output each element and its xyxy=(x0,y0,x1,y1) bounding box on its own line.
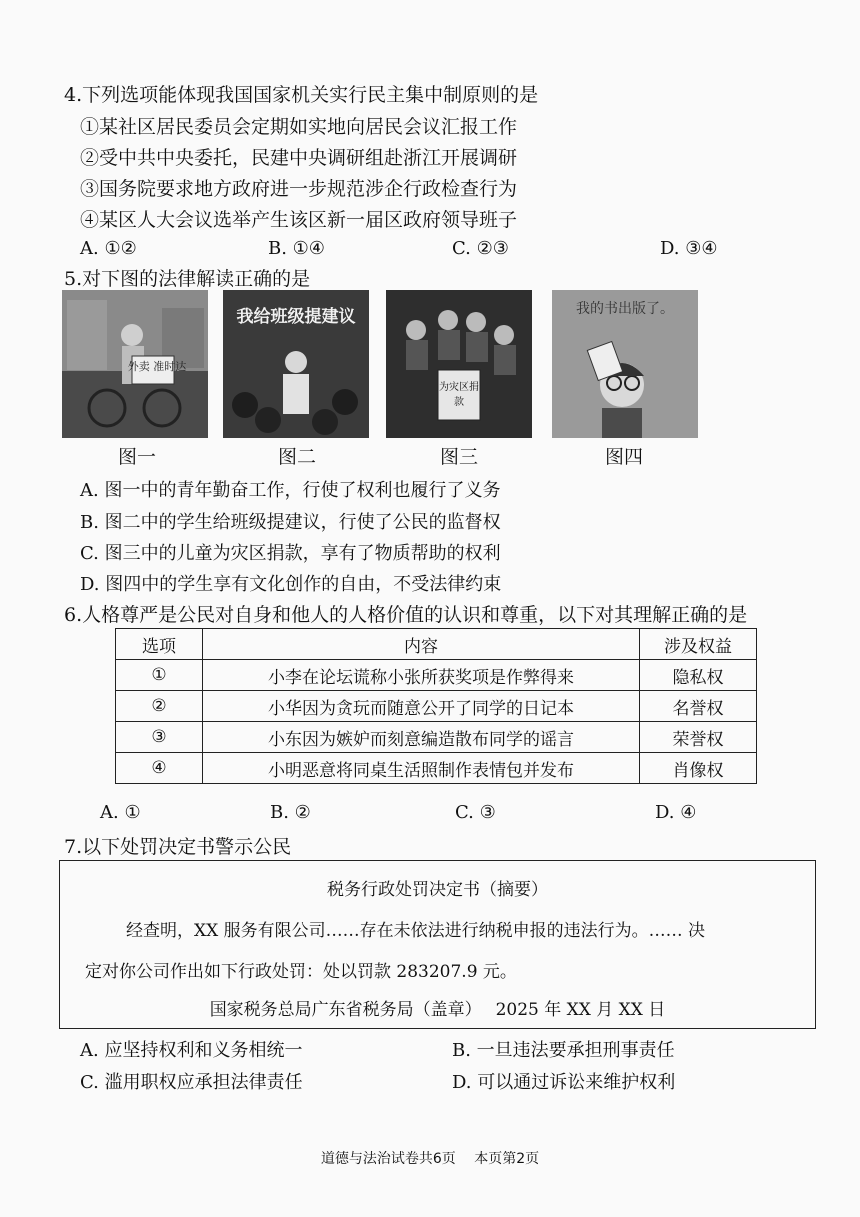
table-row xyxy=(116,722,757,753)
row-rights: 荣誉权 xyxy=(640,722,757,753)
q6-option-c: C. ③ xyxy=(455,802,496,823)
row-option: ③ xyxy=(116,722,203,753)
q6-table xyxy=(115,628,757,784)
q4-item-3: ③国务院要求地方政府进一步规范涉企行政检查行为 xyxy=(80,178,518,200)
table-row xyxy=(116,660,757,691)
figure-4-caption: 我的书出版了。 xyxy=(576,301,674,317)
q5-option-a: A. 图一中的青年勤奋工作，行使了权利也履行了义务 xyxy=(80,480,501,501)
row-content: 小李在论坛谎称小张所获奖项是作弊得来 xyxy=(203,660,640,691)
figure-3-sign: 为灾区捐款 xyxy=(439,382,479,408)
notice-line-1: 经查明，XX 服务有限公司……存在未依法进行纳税申报的违法行为。…… 决 xyxy=(126,921,706,941)
q4-option-b: B. ①④ xyxy=(268,238,325,259)
page-footer: 道德与法治试卷共6页 本页第2页 xyxy=(320,1151,540,1167)
figure-3-label: 图三 xyxy=(440,446,479,468)
row-rights: 名誉权 xyxy=(640,691,757,722)
row-content: 小明恶意将同桌生活照制作表情包并发布 xyxy=(203,753,640,784)
q4-item-4: ④某区人大会议选举产生该区新一届区政府领导班子 xyxy=(80,209,518,231)
row-rights: 肖像权 xyxy=(640,753,757,784)
q5-option-b: B. 图二中的学生给班级提建议，行使了公民的监督权 xyxy=(80,512,501,533)
notice-line-2: 定对你公司作出如下行政处罚：处以罚款 283207.9 元。 xyxy=(85,962,517,982)
header-option: 选项 xyxy=(116,629,203,660)
q4-stem: 4.下列选项能体现我国国家机关实行民主集中制原则的是 xyxy=(64,84,539,106)
notice-line-3: 国家税务总局广东省税务局（盖章） 2025 年 XX 月 XX 日 xyxy=(209,1000,666,1020)
header-rights: 涉及权益 xyxy=(640,629,757,660)
row-content: 小东因为嫉妒而刻意编造散布同学的谣言 xyxy=(203,722,640,753)
table-header-row xyxy=(116,629,757,660)
q7-option-a: A. 应坚持权利和义务相统一 xyxy=(80,1040,303,1061)
q7-option-d: D. 可以通过诉讼来维护权利 xyxy=(452,1072,676,1093)
figure-4-label: 图四 xyxy=(605,446,644,468)
figure-4-image xyxy=(552,290,698,438)
q7-option-b: B. 一旦违法要承担刑事责任 xyxy=(452,1040,675,1061)
figure-1-label: 图一 xyxy=(118,446,157,468)
q7-stem: 7.以下处罚决定书警示公民 xyxy=(64,836,292,858)
q4-option-c: C. ②③ xyxy=(452,238,509,259)
table-row xyxy=(116,691,757,722)
figure-1-image xyxy=(62,290,208,438)
q4-option-d: D. ③④ xyxy=(660,238,718,259)
table-row xyxy=(116,753,757,784)
q6-stem: 6.人格尊严是公民对自身和他人的人格价值的认识和尊重，以下对其理解正确的是 xyxy=(64,604,748,626)
figure-3-image xyxy=(386,290,532,438)
q4-item-2: ②受中共中央委托，民建中央调研组赴浙江开展调研 xyxy=(80,147,518,169)
q4-item-1: ①某社区居民委员会定期如实地向居民会议汇报工作 xyxy=(80,116,518,138)
row-option: ① xyxy=(116,660,203,691)
row-rights: 隐私权 xyxy=(640,660,757,691)
q7-option-c: C. 滥用职权应承担法律责任 xyxy=(80,1072,303,1093)
figure-2-image xyxy=(223,290,369,438)
notice-title: 税务行政处罚决定书（摘要） xyxy=(327,880,548,900)
q4-option-a: A. ①② xyxy=(80,238,137,259)
row-option: ④ xyxy=(116,753,203,784)
q5-option-d: D. 图四中的学生享有文化创作的自由，不受法律约束 xyxy=(80,574,502,595)
q5-stem: 5.对下图的法律解读正确的是 xyxy=(64,268,311,290)
figure-1-sign: 外卖 准时达 xyxy=(127,360,187,373)
row-option: ② xyxy=(116,691,203,722)
header-content: 内容 xyxy=(203,629,640,660)
figure-2-caption: 我给班级提建议 xyxy=(236,307,356,327)
row-content: 小华因为贪玩而随意公开了同学的日记本 xyxy=(203,691,640,722)
penalty-notice-box xyxy=(59,860,816,1029)
q6-option-a: A. ① xyxy=(100,802,141,823)
q5-option-c: C. 图三中的儿童为灾区捐款，享有了物质帮助的权利 xyxy=(80,543,501,564)
figure-2-label: 图二 xyxy=(278,446,317,468)
q6-option-b: B. ② xyxy=(270,802,311,823)
q6-option-d: D. ④ xyxy=(655,802,697,823)
